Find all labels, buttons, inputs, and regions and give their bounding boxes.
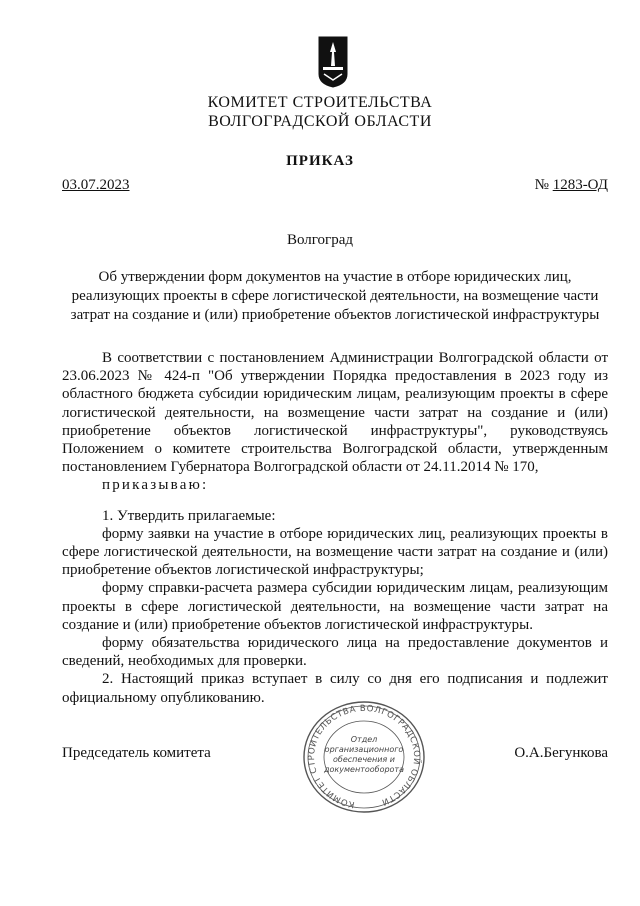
svg-text:документооборота: документооборота <box>324 765 404 774</box>
order-word: приказываю: <box>102 477 209 494</box>
official-stamp <box>296 695 432 815</box>
organization-name-line1: КОМИТЕТ СТРОИТЕЛЬСТВА <box>207 94 433 111</box>
document-date: 03.07.2023 <box>62 177 130 193</box>
signatory-name: О.А.Бегункова <box>514 745 608 761</box>
svg-text:организационного: организационного <box>324 745 404 754</box>
svg-text:КОМИТЕТ СТРОИТЕЛЬСТВА ВОЛГОГРА: КОМИТЕТ СТРОИТЕЛЬСТВА ВОЛГОГРАДСКОЙ ОБЛАСТИ <box>307 703 422 810</box>
organization-name-line2: ВОЛГОГРАДСКОЙ ОБЛАСТИ <box>208 113 432 130</box>
intro-paragraph: В соответствии с постановлением Администрации Волгоградской области от 23.06.2023 № 424-п "Об утверждении Порядка предоставления в 2023 году из областного бюджета субсидии юридическим лицам, реализующим проекты в сфере логистической деятельности, на возмещение части затрат на создание и (или) приобретение объектов логистической инфраструктуры", руководствуясь Положением о комитете строительства Волгоградской области, утвержденным постановлением Губернатора Волгоградской области от 24.11.2014 № 170, <box>62 350 608 476</box>
item1-form-obligation: форму обязательства юридического лица на предоставление документов и сведений, необходимых для проверки. <box>62 635 608 670</box>
signatory-position: Председатель комитета <box>62 745 211 761</box>
svg-text:обеспечения и: обеспечения и <box>333 755 395 764</box>
svg-text:Отдел: Отдел <box>350 735 378 744</box>
item2-paragraph: 2. Настоящий приказ вступает в силу со дня его подписания и подлежит официальному опубликованию. <box>62 671 608 706</box>
document-body <box>62 349 608 707</box>
number-value: 1283-ОД <box>552 177 608 193</box>
document-number <box>535 177 608 194</box>
item1-form-application: форму заявки на участие в отборе юридических лиц, реализующих проекты в сфере логистической деятельности, на возмещение части затрат на создание и (или) приобретение объектов логистической инфраструктуры; <box>62 525 608 579</box>
city-name: Волгоград <box>286 232 353 248</box>
number-prefix: № <box>534 177 549 193</box>
item1-form-calculation: форму справки-расчета размера субсидии юридическим лицам, реализующим проекты в сфере логистической деятельности, на возмещение части затрат на создание и (или) приобретение объектов логистической инфраструктуры. <box>62 580 608 633</box>
item1-title: 1. Утвердить прилагаемые: <box>102 507 276 524</box>
document-subject: Об утверждении форм документов на участие в отборе юридических лиц, реализующих проекты в сфере логистической деятельности, на возмещение части затрат на создание и (или) приобретение объектов логистической инфраструктуры <box>70 269 600 323</box>
document-type-title: ПРИКАЗ <box>286 153 354 169</box>
coat-of-arms-emblem <box>318 36 348 88</box>
